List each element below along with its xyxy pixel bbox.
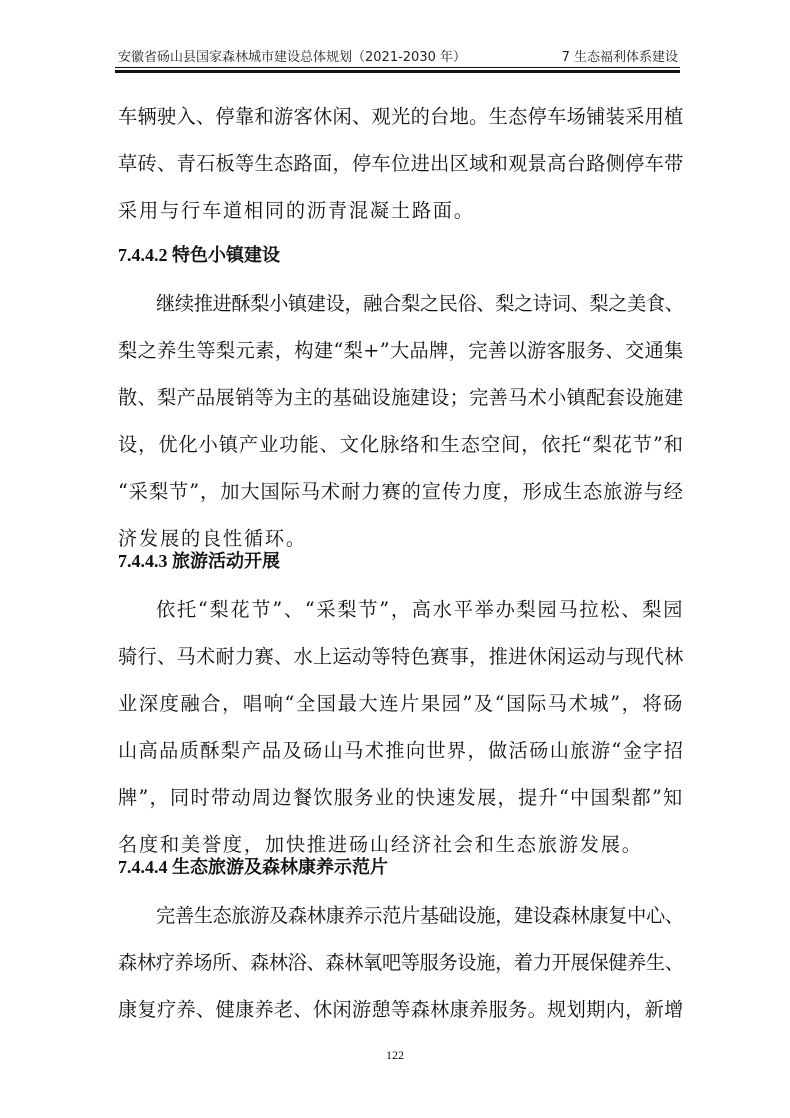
text-line: 业深度融合，唱响“全国最大连片果园”及“国际马术城”，将砀 [118,692,685,715]
chapter-title: 7 生态福利体系建设 [561,50,678,65]
text-line: 车辆驶入、停靠和游客休闲、观光的台地。生态停车场铺装采用植 [118,105,684,128]
header-rule-thin [115,67,680,68]
text-line: 梨之养生等梨元素，构建“梨+”大品牌，完善以游客服务、交通集 [118,339,684,362]
section-heading: 7.4.4.3 旅游活动开展 [118,551,280,571]
text-line: 名度和美誉度，加快推进砀山经济社会和生态旅游发展。 [118,833,643,856]
section-heading: 7.4.4.4 生态旅游及森林康养示范片 [118,857,388,877]
document-title: 安徽省砀山县国家森林城市建设总体规划（2021-2030 年） [118,50,466,65]
running-header [118,46,678,66]
text-line: “采梨节”，加大国际马术耐力赛的宣传力度，形成生态旅游与经 [118,480,684,503]
text-line: 依托“梨花节”、“采梨节”，高水平举办梨园马拉松、梨园 [156,598,685,621]
text-line: 采用与行车道相同的沥青混凝土路面。 [118,199,475,222]
text-line: 山高品质酥梨产品及砀山马术推向世界，做活砀山旅游“金字招 [118,739,685,762]
text-line: 康复疗养、健康养老、休闲游憩等森林康养服务。规划期内，新增 [118,998,684,1021]
text-line: 济发展的良性循环。 [118,527,307,550]
text-line: 散、梨产品展销等为主的基础设施建设；完善马术小镇配套设施建 [118,386,684,409]
text-line: 牌”，同时带动周边餐饮服务业的快速发展，提升“中国梨都”知 [118,786,684,809]
text-line: 完善生态旅游及森林康养示范片基础设施，建设森林康复中心、 [156,904,684,927]
header-rule-thick [115,70,680,73]
text-line: 设，优化小镇产业功能、文化脉络和生态空间，依托“梨花节”和 [118,433,684,456]
page-number: 122 [386,1048,404,1062]
text-line: 骑行、马术耐力赛、水上运动等特色赛事，推进休闲运动与现代林 [118,645,684,668]
section-heading: 7.4.4.2 特色小镇建设 [118,245,280,265]
text-line: 草砖、青石板等生态路面，停车位进出区域和观景高台路侧停车带 [118,152,684,175]
text-line: 森林疗养场所、森林浴、森林氧吧等服务设施，着力开展保健养生、 [118,951,684,974]
text-line: 继续推进酥梨小镇建设，融合梨之民俗、梨之诗词、梨之美食、 [156,292,684,315]
